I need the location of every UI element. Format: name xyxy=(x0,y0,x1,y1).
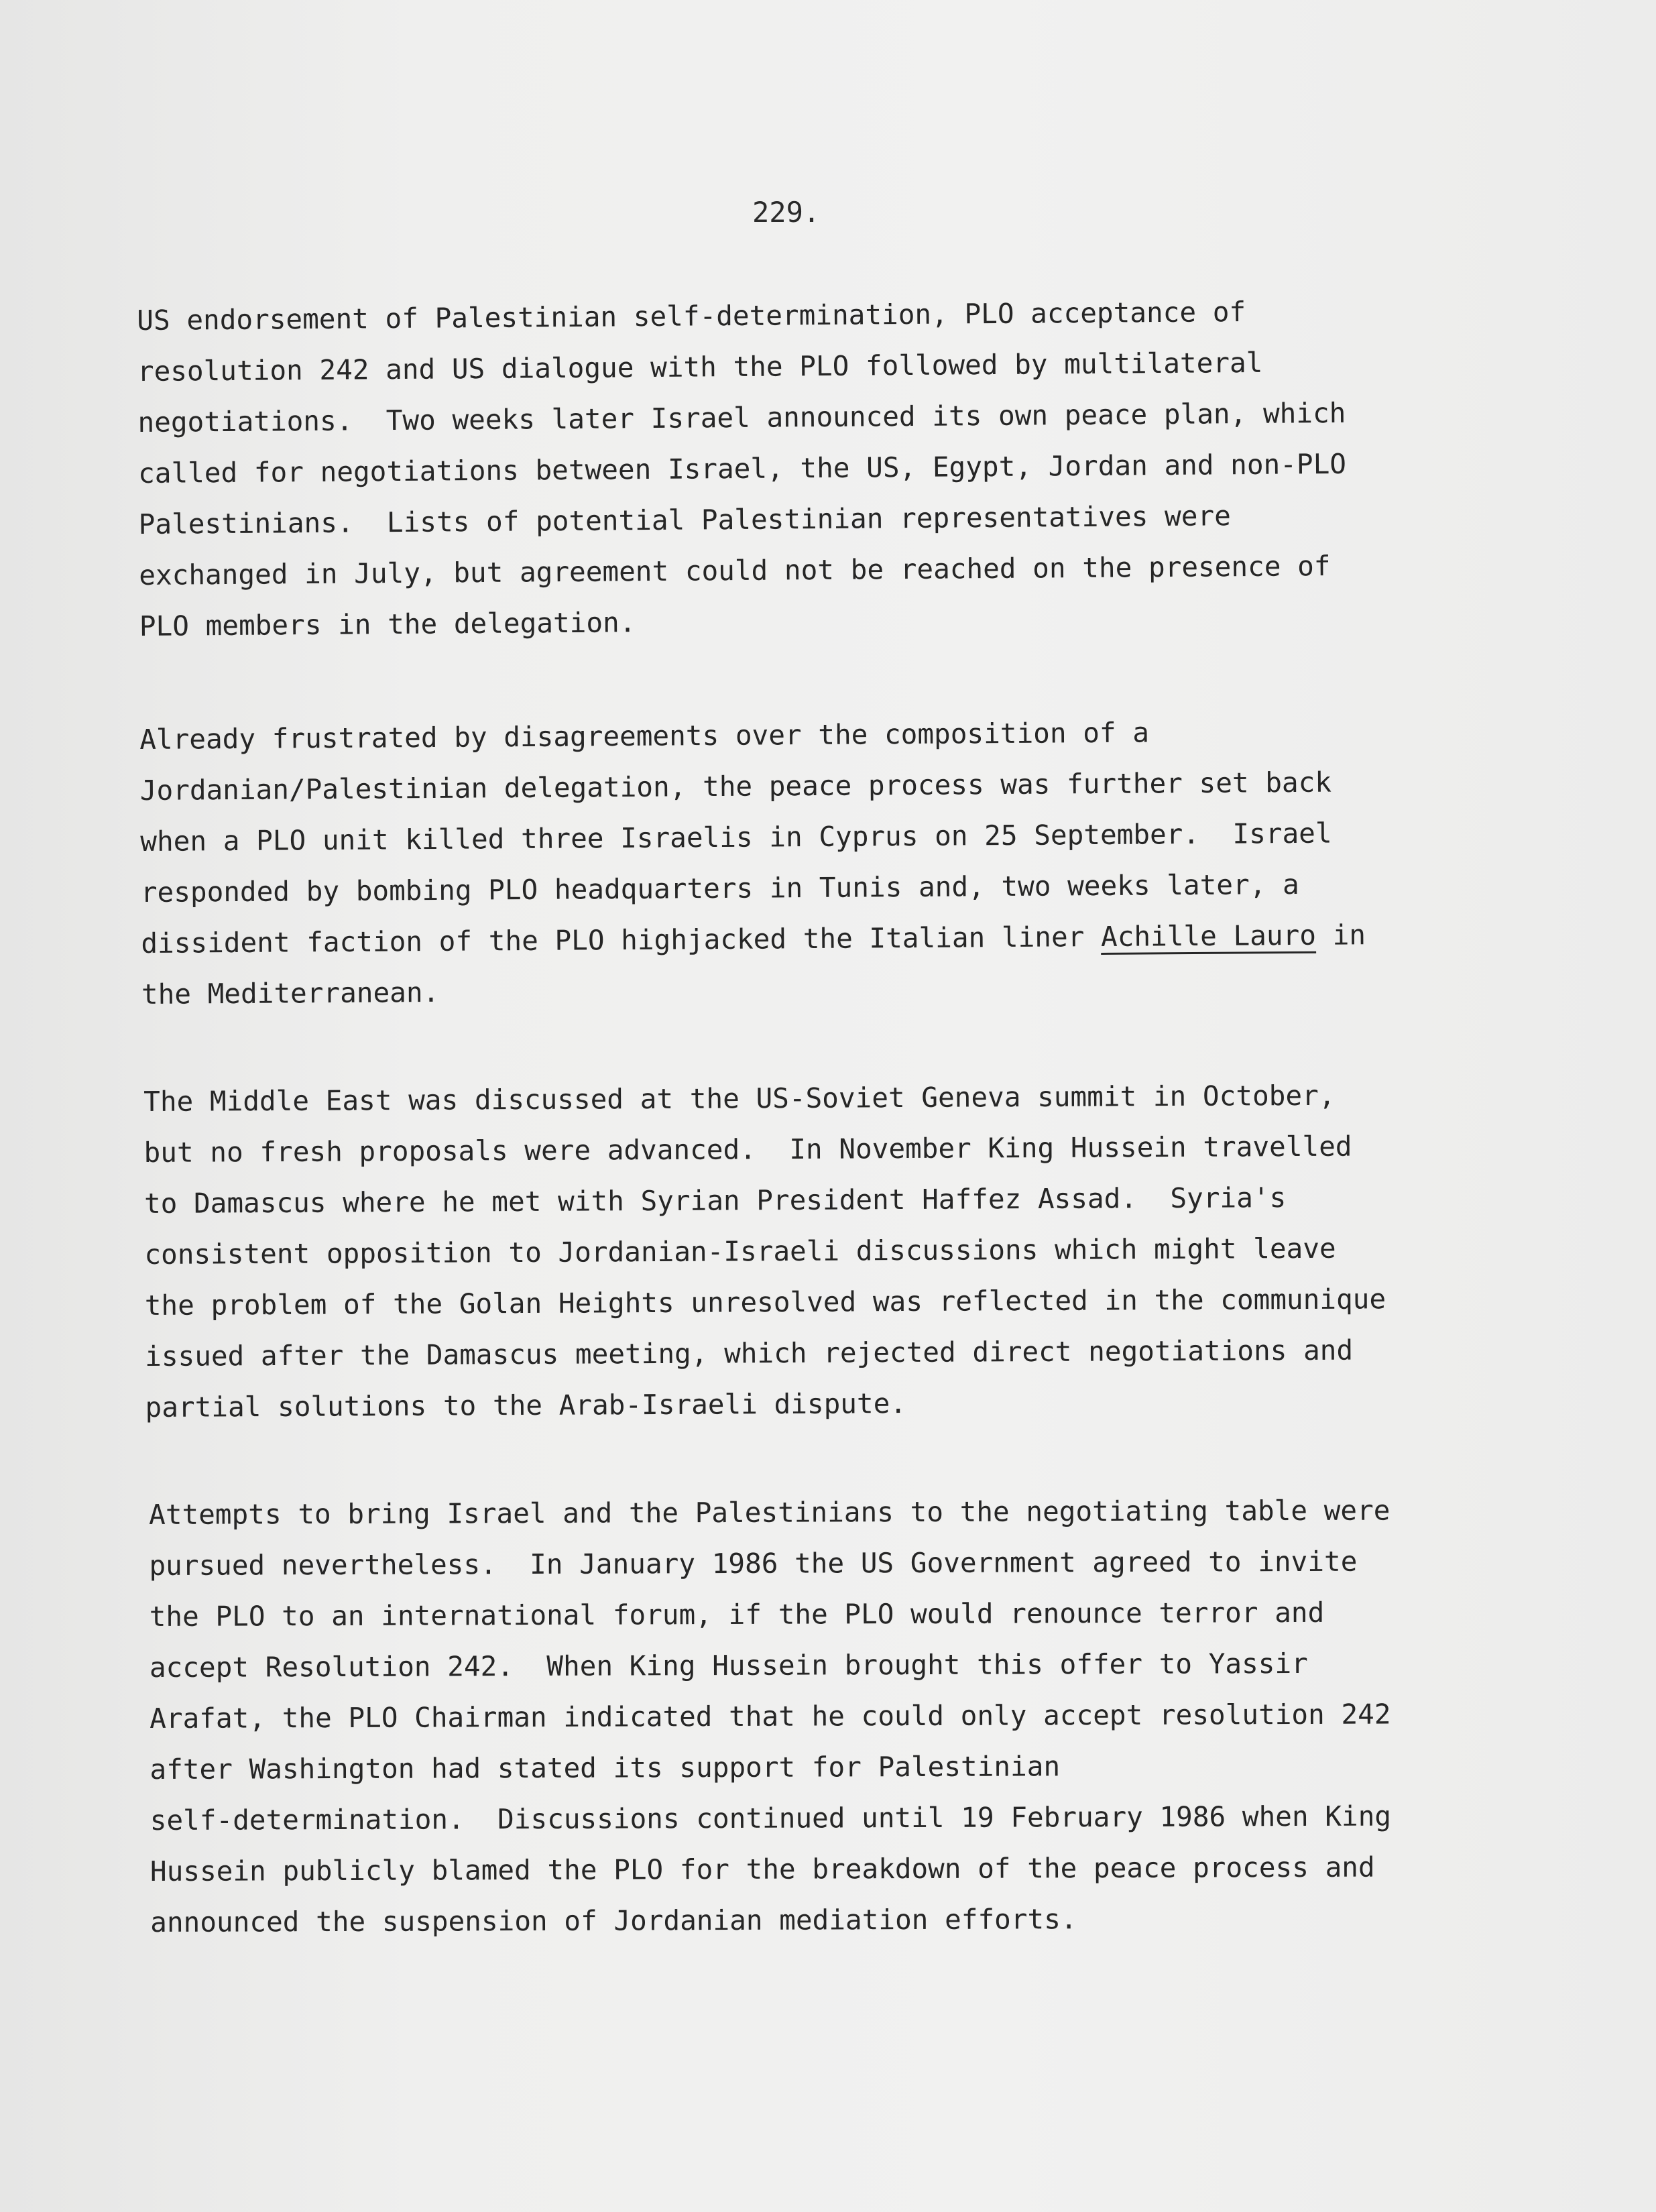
ship-name: Achille Lauro xyxy=(1100,919,1317,953)
text-line: called for negotiations between Israel, the US, Egypt, Jordan and non-PLO xyxy=(137,447,1347,489)
text-line: Jordanian/Palestinian delegation, the peace process was further set back xyxy=(139,766,1332,807)
text-line xyxy=(141,909,1428,969)
text-segment: in xyxy=(1315,919,1366,951)
paragraph-1 xyxy=(137,285,1427,652)
text-line: The Middle East was discussed at the US-Soviet Geneva summit in October, xyxy=(143,1079,1336,1118)
paragraph-4 xyxy=(149,1485,1437,1948)
text-line: PLO members in the delegation. xyxy=(139,606,636,642)
text-line: Hussein publicly blamed the PLO for the breakdown of the peace process and xyxy=(150,1851,1375,1887)
text-line: self-determination. Discussions continued until 19 February 1986 when King xyxy=(150,1800,1392,1837)
text-line: the problem of the Golan Heights unresolved was reflected in the communique xyxy=(144,1283,1386,1322)
text-line: after Washington had stated its support for Palestinian xyxy=(150,1750,1061,1786)
page-number: 229. xyxy=(752,196,821,229)
text-line: accept Resolution 242. When King Hussein brought this offer to Yassir xyxy=(149,1647,1308,1684)
text-line: partial solutions to the Arab-Israeli dispute. xyxy=(145,1387,907,1423)
text-line: announced the suspension of Jordanian mediation efforts. xyxy=(150,1903,1077,1938)
paragraph-2 xyxy=(139,705,1429,1020)
text-line: negotiations. Two weeks later Israel announced its own peace plan, which xyxy=(137,396,1346,439)
text-line: US endorsement of Palestinian self-determination, PLO acceptance of xyxy=(137,296,1246,337)
text-line: Palestinians. Lists of potential Palestinian representatives were xyxy=(138,500,1231,540)
text-line: resolution 242 and US dialogue with the PLO followed by multilateral xyxy=(137,346,1263,388)
text-line: Arafat, the PLO Chairman indicated that he could only accept resolution 242 xyxy=(150,1698,1391,1735)
text-line: the PLO to an international forum, if the PLO would renounce terror and xyxy=(149,1596,1325,1633)
text-line: but no fresh proposals were advanced. In November King Hussein travelled xyxy=(143,1130,1352,1169)
text-line: responded by bombing PLO headquarters in Tunis and, two weeks later, a xyxy=(140,868,1299,909)
paragraph-3 xyxy=(143,1069,1433,1433)
text-line: exchanged in July, but agreement could not be reached on the presence of xyxy=(139,550,1331,591)
text-line: issued after the Damascus meeting, which rejected direct negotiations and xyxy=(145,1334,1354,1373)
text-line: consistent opposition to Jordanian-Israeli discussions which might leave xyxy=(144,1232,1336,1271)
text-segment: dissident faction of the PLO highjacked the Italian liner xyxy=(141,920,1102,959)
text-line: Already frustrated by disagreements over the composition of a xyxy=(139,716,1150,756)
text-line: Attempts to bring Israel and the Palestinians to the negotiating table were xyxy=(149,1494,1391,1531)
text-line: when a PLO unit killed three Israelis in Cyprus on 25 September. Israel xyxy=(140,817,1332,858)
text-line: pursued nevertheless. In January 1986 the US Government agreed to invite xyxy=(149,1545,1358,1582)
text-line: the Mediterranean. xyxy=(141,976,440,1010)
text-line: to Damascus where he met with Syrian President Haffez Assad. Syria's xyxy=(143,1181,1287,1220)
